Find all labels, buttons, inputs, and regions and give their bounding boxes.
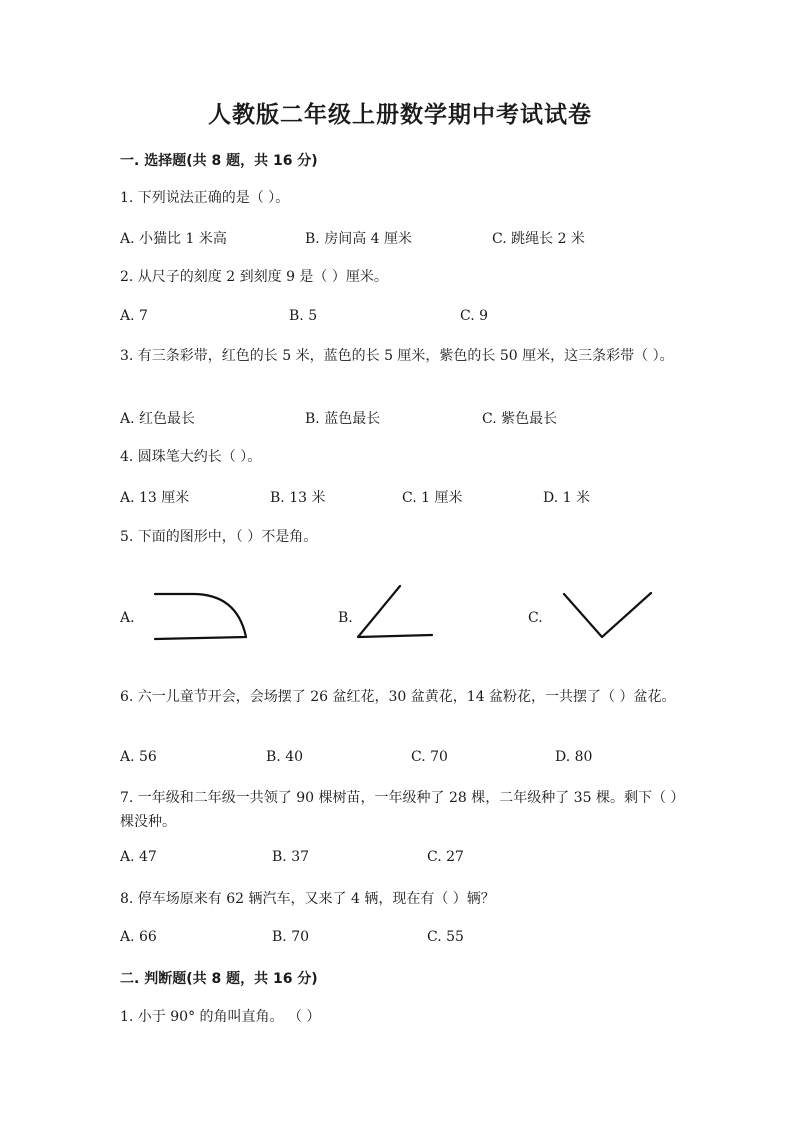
- option-b: B. 蓝色最长: [305, 411, 381, 427]
- question-stem: 2. 从尺子的刻度 2 到刻度 9 是（ ）厘米。: [120, 269, 388, 285]
- option-a: A. 7: [120, 308, 148, 324]
- option-a: A. 13 厘米: [120, 490, 190, 506]
- option-b: B. 37: [272, 849, 310, 865]
- option-d: D. 80: [555, 749, 593, 765]
- option-b: B.: [338, 610, 353, 626]
- option-a: A. 红色最长: [120, 411, 196, 427]
- section-heading-judge: 二. 判断题(共 8 题，共 16 分): [120, 971, 318, 987]
- option-a: A. 56: [120, 749, 157, 765]
- option-c: C. 27: [427, 849, 464, 865]
- exam-title: 人教版二年级上册数学期中考试试卷: [208, 102, 592, 128]
- option-c: C. 紫色最长: [482, 411, 558, 427]
- option-b: B. 房间高 4 厘米: [305, 231, 412, 247]
- option-b: B. 70: [272, 929, 310, 945]
- question-stem: 7. 一年级和二年级一共领了 90 棵树苗，一年级种了 28 棵，二年级种了 35 棵。剩下（ ）棵没种。: [120, 790, 685, 830]
- section-heading-choice: 一. 选择题(共 8 题，共 16 分): [120, 153, 318, 169]
- option-c: C. 55: [427, 929, 464, 945]
- question-stem: 8. 停车场原来有 62 辆汽车，又来了 4 辆，现在有（ ）辆？: [120, 891, 495, 907]
- question-stem: 1. 下列说法正确的是（ ）。: [120, 190, 290, 206]
- option-a: A.: [120, 610, 135, 626]
- question-stem: 5. 下面的图形中，（ ）不是角。: [120, 529, 318, 545]
- option-d: D. 1 米: [543, 490, 590, 506]
- option-a: A. 47: [120, 849, 157, 865]
- option-c: C. 70: [411, 749, 448, 765]
- option-b: B. 5: [289, 308, 318, 324]
- option-a: A. 小猫比 1 米高: [120, 231, 227, 247]
- v-angle-figure: [555, 585, 660, 645]
- quarter-shape-figure: [145, 585, 255, 645]
- option-c: C. 跳绳长 2 米: [492, 231, 585, 247]
- angle-figure: [350, 580, 440, 645]
- question-stem: 6. 六一儿童节开会，会场摆了 26 盆红花，30 盆黄花，14 盆粉花，一共摆了（ ）盆花。: [120, 689, 676, 705]
- question-stem: 3. 有三条彩带，红色的长 5 米，蓝色的长 5 厘米，紫色的长 50 厘米，这三条彩带（ ）。: [120, 348, 674, 364]
- question-stem: 4. 圆珠笔大约长（ ）。: [120, 449, 262, 465]
- option-b: B. 40: [266, 749, 304, 765]
- option-b: B. 13 米: [270, 490, 326, 506]
- option-c: C.: [528, 610, 543, 626]
- option-c: C. 1 厘米: [402, 490, 463, 506]
- option-c: C. 9: [460, 308, 489, 324]
- option-a: A. 66: [120, 929, 157, 945]
- judge-question-stem: 1. 小于 90° 的角叫直角。 （ ）: [120, 1009, 321, 1025]
